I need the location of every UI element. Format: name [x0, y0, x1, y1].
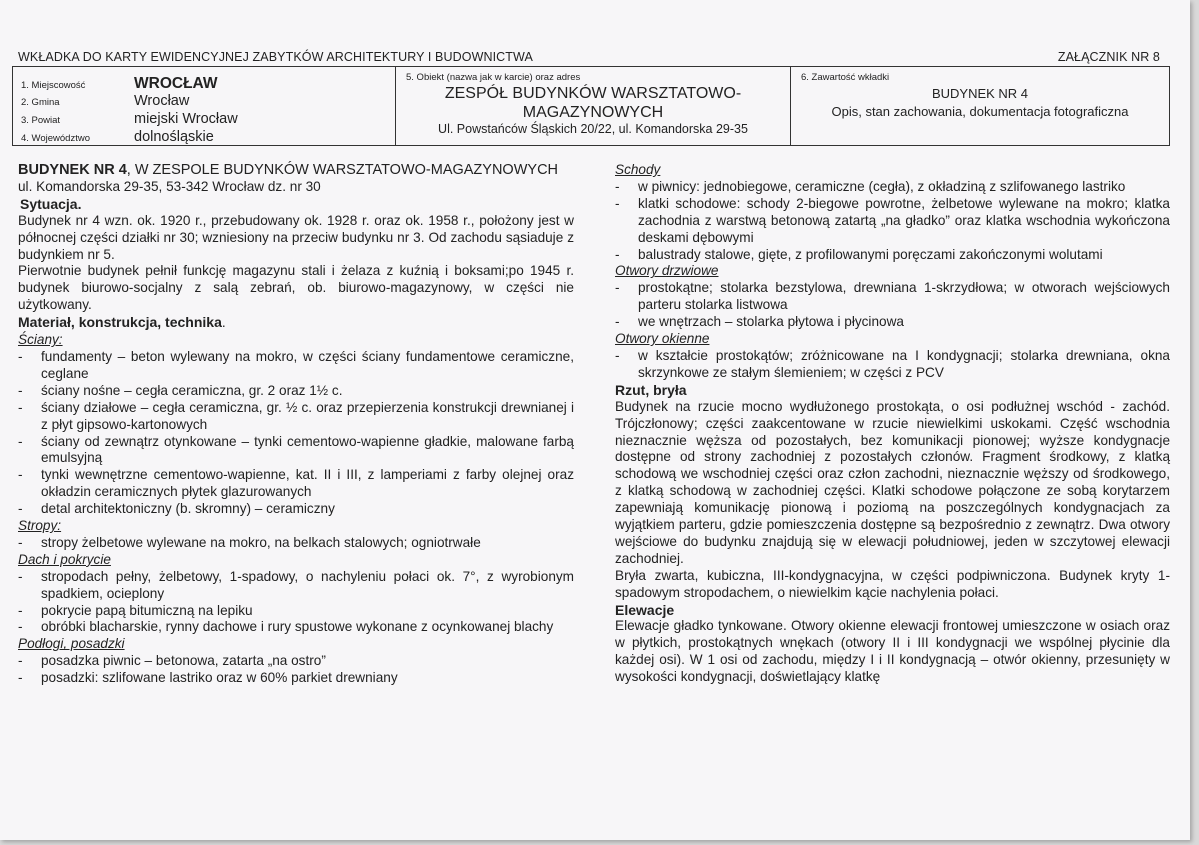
label-city: 1. Miejscowość [21, 80, 86, 91]
list-item: - prostokątne; stolarka bezstylowa, drewniana 1-skrzydłowa; w otworach wejściowych parteru stolarka listwowa [615, 280, 1170, 314]
value-commune: Wrocław [134, 93, 190, 109]
object-name [396, 84, 790, 122]
heading-walls: Ściany: [18, 332, 63, 348]
location-row-city [21, 75, 218, 93]
header-table [12, 66, 1170, 146]
list-item: - we wnętrzach – stolarka płytowa i płycinowa [615, 314, 1170, 331]
situation-paragraph-2: Pierwotnie budynek pełnił funkcję magazynu stali i żelaza z kuźnią i boksami;po 1945 r. budynek biurowo-socjalny z salą zebrań, ob. biurowo-magazynowy, w części nie użytkowany. [18, 263, 574, 313]
object-name-line1: ZESPÓŁ BUDYNKÓW WARSZTATOWO- [444, 85, 742, 102]
object-cell [395, 67, 790, 145]
list-item: - klatki schodowe: schody 2-biegowe powrotne, żelbetowe wylewane na mokro; klatka zachodnia z warstwą betonową zatartą „na gładko” oraz klatka wschodnia wykończona deskami dębowymi [615, 196, 1170, 247]
building-title [18, 162, 574, 179]
contents-title: BUDYNEK NR 4 [931, 86, 1029, 101]
list-item: - detal architektoniczny (b. skromny) – ceramiczny [18, 501, 574, 518]
list-item: - tynki wewnętrzne cementowo-wapienne, kat. II i III, z lamperiami z farby olejnej oraz okładzin ceramicznych płytek glazurowanych [18, 467, 574, 501]
heading-situation: Sytuacja. [20, 195, 82, 212]
list-item: - ściany działowe – cegła ceramiczna, gr. ½ c. oraz przepierzenia konstrukcji drewnianej i z płyt gipsowo-kartonowych [18, 400, 574, 434]
heading-floors: Podłogi, posadzki [18, 636, 125, 652]
list-item: - stropodach pełny, żelbetowy, 1-spadowy, o nachyleniu połaci ok. 7°, z wyrobionym spadkiem, ocieplony [18, 569, 574, 603]
object-address: Ul. Powstańców Śląskich 20/22, ul. Komandorska 29-35 [438, 122, 748, 136]
list-item: - balustrady stalowe, gięte, z profilowanymi poręczami zakończonymi wolutami [615, 247, 1170, 264]
label-voivodeship: 4. Województwo [21, 133, 90, 144]
object-name-line2: MAGAZYNOWYCH [522, 104, 664, 121]
left-column [18, 162, 574, 687]
contents-subtitle: Opis, stan zachowania, dokumentacja fotograficzna [831, 104, 1129, 119]
value-voivodeship: dolnośląskie [134, 129, 214, 145]
value-city: WROCŁAW [134, 75, 218, 92]
location-row-county [21, 111, 238, 127]
situation-paragraph-1: Budynek nr 4 wzn. ok. 1920 r., przebudowany ok. 1928 r. oraz ok. 1958 r., położony jest w północnej części działki nr 30; wzniesiony na przeciw budynku nr 3. Od zachodu sąsiaduje z budynkiem nr 5. [18, 212, 574, 262]
list-item: - obróbki blacharskie, rynny dachowe i rury spustowe wykonane z ocynkowanej blachy [18, 619, 574, 636]
heading-stairs: Schody [615, 162, 661, 177]
list-item: - fundamenty – beton wylewany na mokro, w części ściany fundamentowe ceramiczne, ceglane [18, 349, 574, 383]
heading-material-dot: . [221, 315, 226, 331]
top-header [18, 50, 1160, 64]
list-item: - ściany od zewnątrz otynkowane – tynki cementowo-wapienne gładkie, malowane farbą emulsyjną [18, 434, 574, 468]
elevations-paragraph: Elewacje gładko tynkowane. Otwory okienne elewacji frontowej umieszczone w osiach oraz w płytkich, prostokątnych wnękach (otwory II i III kondygnacji we wspólnej płycinie dla każdej osi). W 1 osi od zachodu, między I i II kondygnacją – otwór okienny, przesunięty w wysokości kondygnacji, doświetlający klatkę [615, 618, 1170, 685]
plan-paragraph-2: Bryła zwarta, kubiczna, III-kondygnacyjna, w części podpiwniczona. Budynek kryty 1-spadowym stropodachem, o niewielkim kącie nachylenia połaci. [615, 567, 1170, 600]
building-title-rest: , W ZESPOLE BUDYNKÓW WARSZTATOWO-MAGAZYNOWYCH [126, 162, 559, 178]
heading-material-text: Materiał, konstrukcja, technika [18, 314, 222, 331]
location-row-commune [21, 93, 189, 109]
right-column [615, 162, 1170, 686]
attachment-number: ZAŁĄCZNIK NR 8 [1057, 50, 1160, 64]
contents-label: 6. Zawartość wkładki [801, 72, 890, 83]
heading-doors: Otwory drzwiowe [615, 263, 719, 279]
form-title: WKŁADKA DO KARTY EWIDENCYJNEJ ZABYTKÓW ARCHITEKTURY I BUDOWNICTWA [18, 50, 533, 64]
label-county: 3. Powiat [21, 115, 61, 126]
location-cell [13, 67, 395, 145]
list-item: - pokrycie papą bitumiczną na lepiku [18, 603, 574, 620]
heading-elevations: Elewacje [615, 601, 675, 618]
list-item: - posadzka piwnic – betonowa, zatarta „na ostro” [18, 653, 574, 670]
building-title-bold: BUDYNEK NR 4 [18, 162, 127, 178]
heading-windows: Otwory okienne [615, 331, 710, 347]
list-item: - w piwnicy: jednobiegowe, ceramiczne (cegła), z okładziną z szlifowanego lastriko [615, 179, 1170, 196]
location-row-voivodeship [21, 129, 214, 145]
list-item: - w kształcie prostokątów; zróżnicowane na I kondygnacji; stolarka drewniana, okna skrzynkowe ze stałym ślemieniem; w części z PCV [615, 348, 1170, 382]
heading-plan: Rzut, bryła [615, 381, 687, 398]
object-label: 5. Obiekt (nazwa jak w karcie) oraz adres [406, 72, 581, 83]
value-county: miejski Wrocław [134, 111, 238, 127]
label-commune: 2. Gmina [21, 97, 60, 108]
heading-ceilings: Stropy: [18, 518, 62, 534]
contents-cell [790, 67, 1169, 145]
heading-material [18, 314, 574, 332]
list-item: - stropy żelbetowe wylewane na mokro, na belkach stalowych; ogniotrwałe [18, 535, 574, 552]
plan-paragraph-1: Budynek na rzucie mocno wydłużonego prostokąta, o osi podłużnej wschód - zachód. Trójczłonowy; części zaakcentowane w rzucie niewielkimi uskokami. Część wschodnia nieznacznie węższa od pozostałych, bez komunikacji pionowej; wyższe kondygnacje dostępne od strony zachodniej z pozostałych członów. Fragment środkowy, z klatką schodową we wschodniej części oraz człon zachodni, nieznacznie węższy od środkowego, z klatką schodową w zachodniej części. Klatki schodowe połączone ze sobą korytarzem zapewniają komunikację pionową i poziomą na poszczególnych kondygnacjach za wyjątkiem parteru, gdzie pomieszczenia dostępne są bezpośrednio z zewnątrz. Dwa otwory wejściowe do budynku znajdują się w elewacji południowej, jeden w szczytowej elewacji zachodniej. [615, 398, 1170, 566]
list-item: - ściany nośne – cegła ceramiczna, gr. 2 oraz 1½ c. [18, 383, 574, 400]
heading-roof: Dach i pokrycie [18, 551, 111, 567]
building-address: ul. Komandorska 29-35, 53-342 Wrocław dz. nr 30 [18, 178, 321, 194]
list-item: - posadzki: szlifowane lastriko oraz w 60% parkiet drewniany [18, 670, 574, 687]
